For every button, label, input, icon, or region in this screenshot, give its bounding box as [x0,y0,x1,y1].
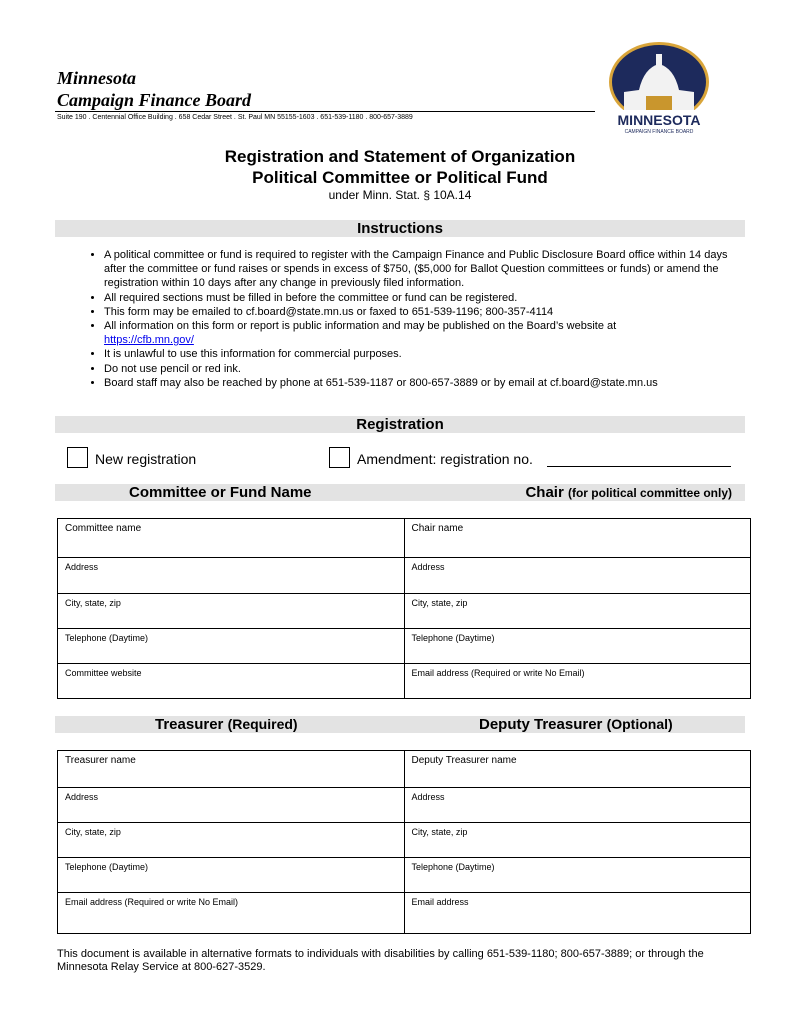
list-item: • Do not use pencil or red ink. [104,362,749,376]
committee-section-heading [55,484,745,501]
accessibility-footer: This document is available in alternative formats to individuals with disabilities by calling 651-539-1180; 800-657-3889; or through the Minnesota Relay Service at 800-627-3529. [57,948,704,973]
committee-website-field[interactable]: Committee website [58,664,405,699]
committee-phone-field[interactable]: Telephone (Daytime) [58,629,405,664]
deputy-city-field[interactable]: City, state, zip [404,823,751,858]
chair-name-field[interactable]: Chair name [404,519,751,558]
new-registration-label: New registration [95,451,197,467]
committee-address-field[interactable]: Address [58,558,405,594]
instructions-list [80,248,749,390]
amendment-label: Amendment: registration no. [357,451,533,467]
deputy-heading-label: Deputy Treasurer [479,716,603,733]
chair-address-field[interactable]: Address [404,558,751,594]
deputy-address-field[interactable]: Address [404,788,751,823]
treasurer-address-field[interactable]: Address [58,788,405,823]
registration-heading: Registration [55,416,745,433]
header-rule [55,111,595,112]
deputy-heading [479,716,673,733]
form-subtitle: Political Committee or Political Fund [252,168,548,187]
treasurer-heading-label: Treasurer [155,716,224,733]
chair-phone-field[interactable]: Telephone (Daytime) [404,629,751,664]
treasurer-table [57,750,751,934]
list-item: • Board staff may also be reached by phone at 651-539-1187 or 800-657-3889 or by email at cf.board@state.mn.us [104,376,749,390]
committee-heading: Committee or Fund Name [129,484,312,501]
registration-number-field[interactable] [547,466,731,467]
committee-table [57,518,751,699]
new-registration-checkbox[interactable] [67,447,88,468]
chair-email-field[interactable]: Email address (Required or write No Email) [404,664,751,699]
org-address: Suite 190 . Centennial Office Building . 658 Cedar Street . St. Paul MN 55155-1603 . 651-539-1180 . 800-657-3889 [57,114,413,121]
list-item: • A political committee or fund is required to register with the Campaign Finance and Public Disclosure Board office within 14 days after the committee or fund raises or spends in excess of $750, ($5,000 for Ballot Question committees or funds) or amend the registration within 10 days after any change in previously filed information. [104,248,749,291]
board-logo [604,40,714,136]
chair-city-field[interactable]: City, state, zip [404,594,751,629]
treasurer-heading [155,716,298,733]
treasurer-note: (Required) [227,716,298,732]
treasurer-phone-field[interactable]: Telephone (Daytime) [58,858,405,893]
statute: under Minn. Stat. § 10A.14 [328,188,472,202]
deputy-phone-field[interactable]: Telephone (Daytime) [404,858,751,893]
deputy-name-field[interactable]: Deputy Treasurer name [404,751,751,788]
org-name-line2: Campaign Finance Board [57,90,252,110]
amendment-checkbox[interactable] [329,447,350,468]
deputy-note: (Optional) [606,716,673,732]
website-link[interactable]: https://cfb.mn.gov/ [104,334,194,347]
deputy-email-field[interactable]: Email address [404,893,751,934]
list-item: • It is unlawful to use this information for commercial purposes. [104,347,749,361]
committee-name-field[interactable]: Committee name [58,519,405,558]
list-item [104,319,749,347]
svg-text:CAMPAIGN FINANCE BOARD: CAMPAIGN FINANCE BOARD [624,129,694,135]
org-name-line1: Minnesota [57,68,137,88]
form-title: Registration and Statement of Organization [224,147,576,166]
list-item: • All required sections must be filled in before the committee or fund can be registered. [104,291,749,305]
chair-note: (for political committee only) [567,486,732,500]
treasurer-email-field[interactable]: Email address (Required or write No Email) [58,893,405,934]
svg-text:MINNESOTA: MINNESOTA [617,112,701,128]
chair-heading [525,484,732,502]
instructions-heading: Instructions [55,220,745,237]
chair-heading-label: Chair [525,484,564,501]
treasurer-name-field[interactable]: Treasurer name [58,751,405,788]
committee-city-field[interactable]: City, state, zip [58,594,405,629]
treasurer-section-heading [55,716,745,733]
list-item: • This form may be emailed to cf.board@state.mn.us or faxed to 651-539-1196; 800-357-4114 [104,305,749,319]
treasurer-city-field[interactable]: City, state, zip [58,823,405,858]
list-item-text: All information on this form or report is public information and may be published on the Board’s website at [104,320,617,333]
